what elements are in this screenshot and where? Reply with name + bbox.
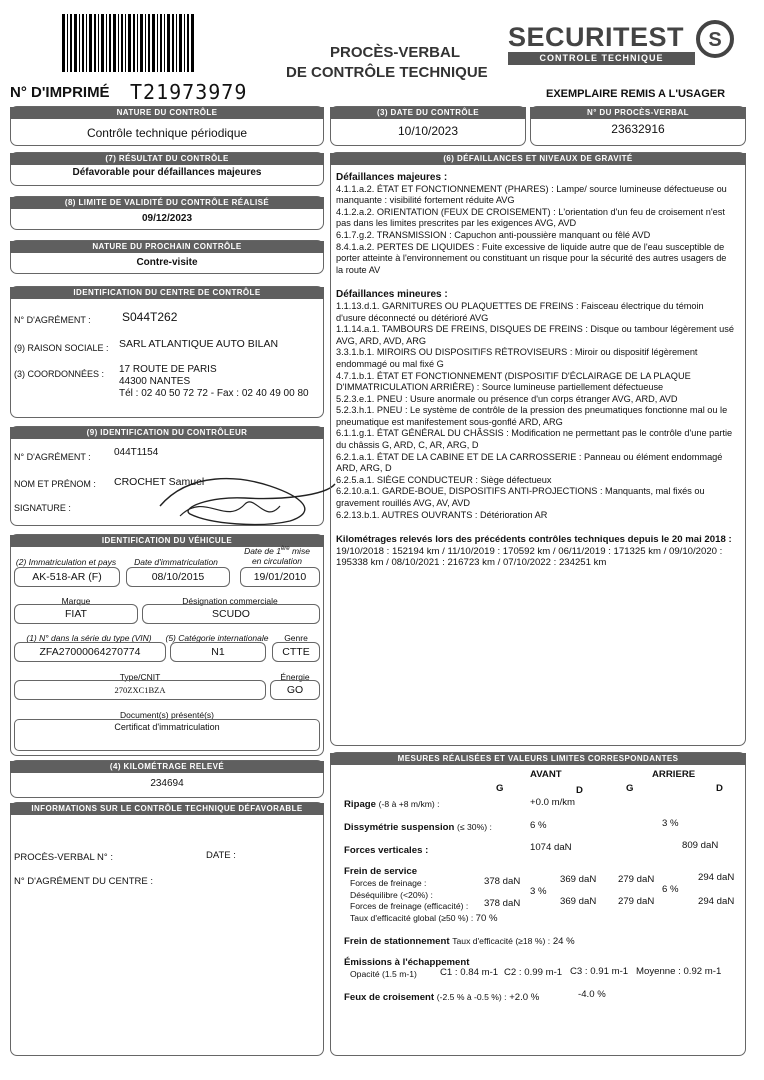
nature-value: Contrôle technique périodique: [86, 126, 248, 140]
copy-note: EXEMPLAIRE REMIS A L'USAGER: [546, 88, 726, 100]
unfav-agrement-label: N° D'AGRÉMENT DU CENTRE :: [14, 876, 153, 887]
controleur-name-label: NOM ET PRÉNOM :: [14, 479, 96, 489]
genre-label: Genre: [284, 633, 308, 643]
unfav-header: INFORMATIONS SUR LE CONTRÔLE TECHNIQUE DÉFAVORABLE: [10, 803, 324, 815]
ripage-limit: (-8 à +8 m/km) :: [378, 799, 440, 809]
next-control-header: NATURE DU PROCHAIN CONTRÔLE: [10, 241, 324, 253]
controleur-signature: [150, 466, 340, 532]
col-arg: G: [626, 783, 634, 794]
dissym-limit: (≤ 30%) :: [457, 822, 492, 832]
controleur-agrement-label: N° D'AGRÉMENT :: [14, 452, 91, 462]
opacite-c2: C2 : 0.99 m-1: [504, 967, 563, 978]
minor-item: 6.2.5.a.1. SIÈGE CONDUCTEUR : Siège défectueux: [336, 474, 552, 485]
avant-heading: AVANT: [530, 769, 562, 780]
minor-item: 5.2.3.e.1. PNEU : Usure anormale ou présence d'un corps étranger AVG, ARD, AVD: [336, 393, 678, 404]
taux-global-label: Taux d'efficacité global (≥50 %) :: [350, 913, 474, 923]
col-ard: D: [716, 783, 723, 794]
ff-arg-value: 279 daN: [618, 874, 655, 885]
croisement-limit: (-2.5 % à -0.5 %) :: [436, 992, 507, 1002]
validity-header: (8) LIMITE DE VALIDITÉ DU CONTRÔLE RÉALISÉ: [10, 197, 324, 209]
deseq-label: Déséquilibre (<20%) :: [350, 890, 433, 900]
first-circulation-label-sup: ère: [280, 546, 290, 552]
minor-item: 5.2.3.h.1. PNEU : Le système de contrôle de la pression des pneumatiques fonctionne mal ou le pneumatique est manifestement sous-gonflé ARD, ARG: [336, 405, 728, 427]
ffe-avd-value: 369 daN: [560, 896, 597, 907]
croisement-d-value: -4.0 %: [578, 989, 606, 1000]
type-cnit-field: [14, 680, 266, 700]
centre-header: IDENTIFICATION DU CENTRE DE CONTRÔLE: [10, 287, 324, 299]
ff-avg-value: 378 daN: [484, 876, 521, 887]
frein-service-label: Frein de service: [344, 866, 418, 877]
km-history-title: Kilométrages relevés lors des précédents contrôles techniques depuis le 20 mai 2018 :: [336, 534, 732, 546]
minor-list: [336, 301, 736, 521]
ripage-row: [344, 799, 440, 810]
pv-value: 23632916: [611, 122, 665, 136]
taux-global-value: 70 %: [475, 913, 498, 924]
opacite-label: Opacité (1.5 m-1): [350, 969, 417, 979]
printed-number-label: N° D'IMPRIMÉ: [10, 84, 110, 101]
stationnement-limit: Taux d'efficacité (≥18 %) :: [452, 936, 551, 946]
minor-item: 1.1.13.d.1. GARNITURES OU PLAQUETTES DE FREINS : Faisceau électrique du témoin d'usure déconnecté ou détérioré AVG: [336, 300, 704, 323]
centre-phone: Tél : 02 40 50 72 72 - Fax : 02 40 49 00 80: [119, 388, 309, 399]
minor-item: 6.2.13.b.1. AUTRES OUVRANTS : Détérioration AR: [336, 509, 548, 520]
km-history: [336, 534, 736, 569]
major-title: Défaillances majeures :: [336, 172, 448, 183]
result-header: (7) RÉSULTAT DU CONTRÔLE: [10, 153, 324, 165]
minor-item: 6.2.10.a.1. GARDE-BOUE, DISPOSITIFS ANTI-PROJECTIONS : Manquants, mal fixés ou gravement rouillés AVG, AV, AVD: [336, 486, 705, 509]
doc-title-line1: PROCÈS-VERBAL: [330, 44, 461, 61]
barcode: [62, 14, 196, 72]
defects-content: [336, 172, 736, 569]
opacite-moyenne: Moyenne : 0.92 m-1: [636, 966, 722, 977]
measures-header: MESURES RÉALISÉES ET VALEURS LIMITES CORRESPONDANTES: [330, 753, 746, 765]
dissym-row: [344, 822, 492, 833]
immat-field: AK-518-AR (F): [14, 567, 120, 587]
signature-scribble: [150, 466, 340, 532]
opacite-c1: C1 : 0.84 m-1: [440, 967, 499, 978]
energie-field: GO: [270, 680, 320, 700]
ff-avd-value: 369 daN: [560, 874, 597, 885]
genre-field: CTTE: [272, 642, 320, 662]
vin-field: ZFA27000064270774: [14, 642, 166, 662]
type-cnit-label: Type/CNIT: [119, 672, 161, 682]
controleur-agrement-value: 044T1154: [114, 447, 159, 458]
date-value: 10/10/2023: [397, 124, 459, 138]
croisement-row: [344, 992, 539, 1003]
dissym-label: Dissymétrie suspension: [344, 822, 455, 833]
date-immat-label: Date d'immatriculation: [134, 557, 218, 567]
stationnement-label: Frein de stationnement: [344, 936, 450, 947]
marque-field: FIAT: [14, 604, 138, 624]
centre-raison-sociale-value: SARL ATLANTIQUE AUTO BILAN: [119, 338, 279, 350]
marque-label: Marque: [61, 596, 91, 606]
major-item: 4.1.2.a.2. ORIENTATION (FEUX DE CROISEMENT) : L'orientation d'un feu de croisement n'est pas dans les limites prescrites par les exigences AVG, AVD: [336, 206, 725, 229]
stationnement-row: [344, 936, 575, 947]
ffe-arg-value: 279 daN: [618, 896, 655, 907]
deseq-ar-value: 6 %: [662, 884, 679, 895]
minor-item: 3.3.1.b.1. MIROIRS OU DISPOSITIFS RÉTROVISEURS : Miroir ou dispositif légèrement endommagé ou mal fixé G: [336, 347, 698, 369]
km-history-values: 19/10/2018 : 152194 km / 11/10/2019 : 170592 km / 06/11/2019 : 171325 km / 09/10/2020 : 195338 km / 08/10/2021 : 216723 km / 07/10/2022 : 234251 km: [336, 545, 723, 569]
ff-ard-value: 294 daN: [698, 872, 735, 883]
designation-label: Désignation commerciale: [182, 596, 278, 606]
croisement-label: Feux de croisement: [344, 992, 435, 1003]
result-value: Défavorable pour défaillances majeures: [72, 167, 262, 178]
vehicle-header: IDENTIFICATION DU VÉHICULE: [10, 535, 324, 547]
type-cnit-value: 270ZXC1BZA: [114, 685, 166, 695]
forces-freinage-label: Forces de freinage :: [350, 878, 427, 888]
svg-text:S: S: [708, 29, 722, 51]
s-circle-logo: [696, 20, 734, 58]
opacite-c3: C3 : 0.91 m-1: [570, 966, 629, 977]
major-item: 6.1.7.g.2. TRANSMISSION : Capuchon anti-poussière manquant ou fêlé AVD: [336, 229, 651, 240]
controleur-header: (9) IDENTIFICATION DU CONTRÔLEUR: [10, 427, 324, 439]
printed-number: T21973979: [130, 80, 248, 104]
centre-raison-sociale-label: (9) RAISON SOCIALE :: [14, 343, 109, 353]
minor-item: 1.1.14.a.1. TAMBOURS DE FREINS, DISQUES DE FREINS : Disque ou tambour légèrement usé AVG, ARD, AVD, ARG: [336, 324, 734, 346]
ripage-label: Ripage: [344, 799, 376, 810]
unfav-date-label: DATE :: [206, 850, 236, 861]
minor-item: 4.7.1.b.1. ÉTAT ET FONCTIONNEMENT (DISPOSITIF D'ÉCLAIRAGE DE LA PLAQUE D'IMMATRICULATION ARRIÈRE) : Source lumineuse partiellement défectueuse: [336, 370, 691, 393]
first-circulation-label-a: Date de 1: [244, 545, 281, 556]
barcode-graphic: [62, 14, 196, 72]
date-header: (3) DATE DU CONTRÔLE: [330, 107, 526, 119]
ripage-value: +0.0 m/km: [530, 797, 576, 808]
ffe-ard-value: 294 daN: [698, 896, 735, 907]
taux-global-row: [350, 913, 498, 924]
stationnement-value: 24 %: [552, 936, 575, 947]
major-item: 4.1.1.a.2. ÉTAT ET FONCTIONNEMENT (PHARES) : Lampe/ source lumineuse défectueuse ou manquante : visibilité fortement réduite AVG: [336, 183, 727, 206]
emissions-label: Émissions à l'échappement: [344, 957, 470, 968]
arriere-heading: ARRIERE: [652, 769, 696, 780]
unfav-box: [10, 802, 324, 1056]
first-circulation-label: [232, 544, 322, 566]
defects-header: (6) DÉFAILLANCES ET NIVEAUX DE GRAVITÉ: [330, 153, 746, 165]
centre-agrement-value: S044T262: [122, 310, 178, 324]
doc-title-line2: DE CONTRÔLE TECHNIQUE: [286, 64, 488, 81]
documents-value: Certificat d'immatriculation: [114, 722, 220, 732]
minor-item: 6.1.1.g.1. ÉTAT GÉNÉRAL DU CHÂSSIS : Modification ne permettant pas le contrôle d'une partie du châssis G, ARD, C, AR, ARG, D: [336, 428, 733, 451]
next-control-value: Contre-visite: [136, 257, 198, 268]
immat-label: (2) Immatriculation et pays: [15, 557, 117, 567]
dissym-ar-value: 3 %: [662, 818, 679, 829]
energie-label: Énergie: [280, 672, 310, 682]
ffe-avg-value: 378 daN: [484, 898, 521, 909]
first-circulation-field: 19/01/2010: [240, 567, 320, 587]
forces-verticales-label: Forces verticales :: [344, 845, 429, 856]
category-label: (5) Catégorie internationale: [165, 633, 269, 643]
fv-av-value: 1074 daN: [530, 842, 572, 853]
controleur-name-value: CROCHET Samuel: [114, 476, 205, 488]
vin-label: (1) N° dans la série du type (VIN): [26, 633, 152, 643]
date-immat-field: 08/10/2015: [126, 567, 230, 587]
major-list: [336, 184, 736, 277]
centre-address-line2: 44300 NANTES: [119, 376, 191, 387]
nature-header: NATURE DU CONTRÔLE: [10, 107, 324, 119]
designation-field: SCUDO: [142, 604, 320, 624]
category-field: N1: [170, 642, 266, 662]
centre-address-line1: 17 ROUTE DE PARIS: [119, 364, 217, 375]
pv-header: N° DU PROCÈS-VERBAL: [530, 107, 746, 119]
dissym-av-value: 6 %: [530, 820, 547, 831]
documents-label: Document(s) présenté(s): [119, 710, 214, 720]
col-avd: D: [576, 785, 583, 796]
first-circulation-label-c: en circulation: [251, 555, 303, 566]
ffe-label: Forces de freinage (efficacité) :: [350, 901, 469, 911]
deseq-av-value: 3 %: [530, 886, 547, 897]
major-item: 8.4.1.a.2. PERTES DE LIQUIDES : Fuite excessive de liquide autre que de l'eau susceptible de porter atteinte à l'environnement ou constituant un risque pour la sécurité des autres usagers de la route AV: [336, 241, 727, 275]
brand-logo-text: SECURITEST: [508, 22, 685, 52]
km-header: (4) KILOMÉTRAGE RELEVÉ: [10, 761, 324, 773]
fv-ar-value: 809 daN: [682, 840, 719, 851]
validity-value: 09/12/2023: [141, 213, 193, 224]
centre-agrement-label: N° D'AGRÉMENT :: [14, 315, 91, 325]
km-value: 234694: [150, 778, 184, 789]
controleur-signature-label: SIGNATURE :: [14, 503, 71, 513]
first-circulation-label-b: mise: [289, 545, 310, 556]
minor-title: Défaillances mineures :: [336, 289, 448, 301]
col-avg: G: [496, 783, 504, 794]
brand-logo-icon: [696, 20, 734, 58]
minor-item: 6.2.1.a.1. ÉTAT DE LA CABINE ET DE LA CARROSSERIE : Panneau ou élément endommagé ARD, ARG, D: [336, 451, 723, 474]
centre-coordonnees-label: (3) COORDONNÉES :: [14, 369, 105, 379]
brand-subtitle: CONTROLE TECHNIQUE: [508, 52, 695, 65]
unfav-pv-label: PROCÈS-VERBAL N° :: [14, 852, 113, 863]
croisement-g-value: +2.0 %: [509, 992, 540, 1003]
